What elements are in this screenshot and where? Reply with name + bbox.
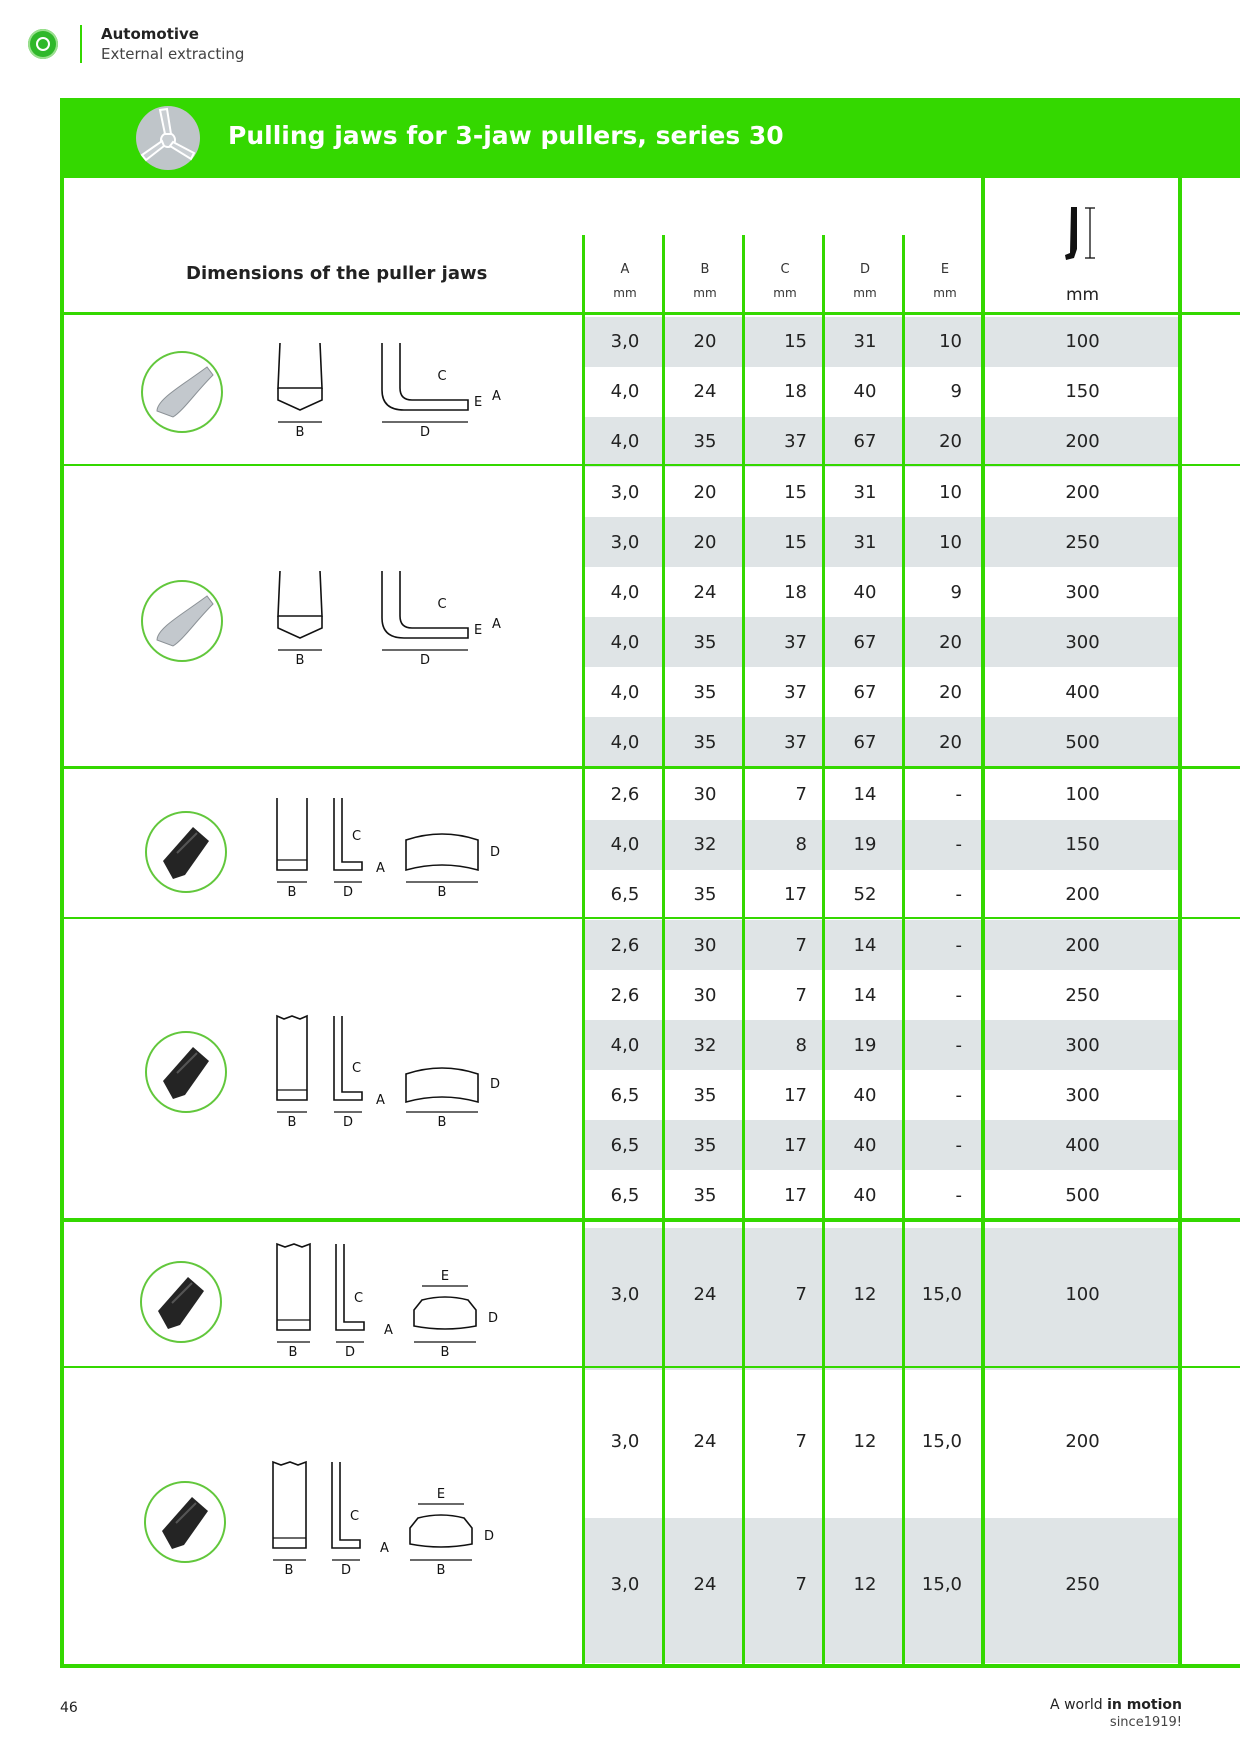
cell-c: 15 (784, 482, 807, 503)
dim-label-a: A (492, 389, 501, 404)
dim-label-b: B (295, 653, 305, 666)
cell-e: - (955, 884, 962, 905)
cell-d: 40 (853, 1185, 877, 1206)
cell-size: 150 (1065, 834, 1100, 855)
cell-b: 20 (693, 482, 717, 503)
cell-e: - (955, 1185, 962, 1206)
cell-b: 24 (693, 1284, 717, 1305)
cell-a: 4,0 (610, 632, 640, 653)
cell-size: 250 (1065, 985, 1100, 1006)
cell-e: 15,0 (921, 1574, 962, 1595)
dim-label-c: C (352, 829, 362, 844)
cell-c: 15 (784, 331, 807, 352)
cell-e: - (955, 1085, 962, 1106)
cell-a: 4,0 (610, 431, 640, 452)
dim-label-e: E (474, 623, 483, 638)
cell-size: 100 (1065, 331, 1100, 352)
tagline-prefix: A world (1050, 1697, 1108, 1713)
cell-a: 4,0 (610, 682, 640, 703)
profile-jaw-thumbnail (145, 811, 227, 893)
since-text: since1919! (1109, 1715, 1182, 1730)
cell-d: 40 (853, 582, 877, 603)
cell-size: 200 (1065, 935, 1100, 956)
col-d-label: D (859, 262, 870, 277)
cell-b: 30 (693, 784, 717, 805)
cell-d: 40 (853, 381, 877, 402)
cell-a: 2,6 (610, 935, 640, 956)
cell-a: 4,0 (610, 732, 640, 753)
col-a-label: A (620, 262, 630, 277)
cell-a: 4,0 (610, 1035, 640, 1056)
cell-b: 35 (693, 431, 717, 452)
cell-a: 3,0 (610, 1284, 640, 1305)
cell-e: 15,0 (921, 1431, 962, 1452)
cell-a: 2,6 (610, 784, 640, 805)
dim-label-a: A (380, 1541, 389, 1556)
cell-e: 10 (939, 331, 962, 352)
cell-size: 300 (1065, 1085, 1100, 1106)
cell-a: 3,0 (610, 532, 640, 553)
col-a-unit: mm (613, 286, 637, 300)
dim-label-d2: D (488, 1311, 499, 1326)
group-line (64, 464, 1240, 466)
cell-d: 19 (853, 834, 877, 855)
cell-e: - (955, 784, 962, 805)
dim-label-a: A (492, 617, 501, 632)
cell-e: 20 (939, 431, 962, 452)
cell-b: 24 (693, 1431, 717, 1452)
cell-c: 17 (784, 1135, 807, 1156)
tagline (1050, 1697, 1182, 1713)
dim-label-d: D (419, 425, 431, 438)
jaw-diagram-segment (272, 1238, 512, 1360)
three-jaw-puller-icon (136, 106, 200, 170)
cell-d: 40 (853, 1085, 877, 1106)
cell-size: 400 (1065, 682, 1100, 703)
cell-c: 8 (795, 1035, 807, 1056)
cell-b: 35 (693, 632, 717, 653)
dim-label-d2: D (490, 845, 501, 860)
cell-d: 12 (853, 1284, 877, 1305)
header-subcategory: External extracting (101, 45, 245, 63)
cell-size: 500 (1065, 732, 1100, 753)
dim-label-b2: B (436, 1563, 446, 1578)
cell-b: 32 (693, 834, 717, 855)
profile-jaw-thumbnail (140, 1261, 222, 1343)
dim-label-a: A (384, 1323, 393, 1338)
jaw-diagram-flat (270, 566, 510, 666)
cell-a: 4,0 (610, 834, 640, 855)
cell-size: 100 (1065, 784, 1100, 805)
cell-size: 300 (1065, 1035, 1100, 1056)
cell-size: 100 (1065, 1284, 1100, 1305)
cell-size: 200 (1065, 482, 1100, 503)
cell-d: 67 (853, 682, 877, 703)
dim-label-b2: B (440, 1345, 450, 1360)
dim-label-c: C (352, 1061, 362, 1076)
cell-c: 7 (795, 1284, 807, 1305)
page-number: 46 (60, 1700, 78, 1716)
dim-label-e: E (440, 1269, 450, 1284)
dim-label-d: D (344, 1345, 356, 1360)
dim-label-e: E (436, 1487, 446, 1502)
cell-e: 20 (939, 632, 962, 653)
dim-label-d2: D (490, 1077, 501, 1092)
group-line (64, 1218, 1240, 1222)
cell-a: 6,5 (610, 1185, 640, 1206)
dim-label-c: C (437, 597, 447, 612)
cell-b: 24 (693, 381, 717, 402)
cell-size: 250 (1065, 532, 1100, 553)
group-line (64, 917, 1240, 919)
cell-c: 37 (784, 431, 807, 452)
cell-size: 500 (1065, 1185, 1100, 1206)
size-unit: mm (1065, 285, 1100, 305)
dim-label-d: D (342, 885, 354, 900)
cell-c: 7 (795, 985, 807, 1006)
cell-d: 12 (853, 1574, 877, 1595)
cell-e: - (955, 834, 962, 855)
cell-a: 6,5 (610, 884, 640, 905)
col-b-unit: mm (693, 286, 717, 300)
cell-a: 6,5 (610, 1085, 640, 1106)
cell-c: 7 (795, 1431, 807, 1452)
dim-label-c: C (350, 1509, 360, 1524)
cell-c: 18 (784, 582, 807, 603)
cell-b: 35 (693, 732, 717, 753)
profile-jaw-thumbnail (144, 1481, 226, 1563)
cell-c: 17 (784, 1085, 807, 1106)
cell-e: 9 (950, 582, 962, 603)
cell-size: 200 (1065, 884, 1100, 905)
dim-label-e: E (474, 395, 483, 410)
dim-label-b2: B (437, 1115, 447, 1130)
cell-d: 67 (853, 632, 877, 653)
cell-b: 35 (693, 1185, 717, 1206)
cell-d: 12 (853, 1431, 877, 1452)
group-line (64, 1366, 1240, 1368)
cell-b: 24 (693, 582, 717, 603)
cell-d: 31 (853, 331, 877, 352)
dim-label-b: B (284, 1563, 294, 1578)
cell-e: - (955, 1035, 962, 1056)
cell-c: 17 (784, 1185, 807, 1206)
page-title: Pulling jaws for 3-jaw pullers, series 30 (228, 121, 784, 150)
cell-size: 200 (1065, 431, 1100, 452)
dim-label-d: D (419, 653, 431, 666)
cell-size: 400 (1065, 1135, 1100, 1156)
group-line (64, 766, 1240, 769)
cell-a: 3,0 (610, 482, 640, 503)
cell-b: 30 (693, 985, 717, 1006)
cell-e: - (955, 1135, 962, 1156)
cell-b: 35 (693, 1135, 717, 1156)
cell-c: 7 (795, 935, 807, 956)
flat-jaw-thumbnail (141, 351, 223, 433)
jaw-diagram-flat (270, 338, 510, 438)
cell-e: 15,0 (921, 1284, 962, 1305)
jaw-diagram-profile (272, 794, 512, 902)
profile-jaw-thumbnail (145, 1031, 227, 1113)
cell-d: 14 (853, 784, 877, 805)
cell-e: 10 (939, 482, 962, 503)
col-d-unit: mm (853, 286, 877, 300)
cell-d: 52 (853, 884, 877, 905)
cell-b: 20 (693, 331, 717, 352)
col-c-label: C (780, 262, 790, 277)
cell-a: 6,5 (610, 1135, 640, 1156)
cell-e: 20 (939, 732, 962, 753)
cell-d: 19 (853, 1035, 877, 1056)
tagline-bold: in motion (1107, 1697, 1182, 1713)
cell-c: 7 (795, 784, 807, 805)
header-row-line (64, 312, 1240, 315)
cell-b: 35 (693, 1085, 717, 1106)
cell-size: 200 (1065, 1431, 1100, 1452)
cell-b: 32 (693, 1035, 717, 1056)
dim-label-b: B (295, 425, 305, 438)
cell-c: 18 (784, 381, 807, 402)
cell-d: 31 (853, 532, 877, 553)
jaw-diagram-segment (268, 1456, 508, 1578)
cell-e: 20 (939, 682, 962, 703)
cell-b: 35 (693, 682, 717, 703)
cell-a: 4,0 (610, 381, 640, 402)
cell-b: 30 (693, 935, 717, 956)
cell-d: 14 (853, 985, 877, 1006)
dim-label-c: C (354, 1291, 364, 1306)
flat-jaw-thumbnail (141, 580, 223, 662)
dim-label-a: A (376, 1093, 385, 1108)
header-separator (80, 25, 82, 63)
dim-label-c: C (437, 369, 447, 384)
cell-size: 150 (1065, 381, 1100, 402)
cell-d: 31 (853, 482, 877, 503)
cell-size: 300 (1065, 582, 1100, 603)
dim-label-b2: B (437, 885, 447, 900)
cell-d: 14 (853, 935, 877, 956)
dim-label-b: B (287, 1115, 297, 1130)
cell-d: 67 (853, 431, 877, 452)
dim-label-a: A (376, 861, 385, 876)
cell-d: 67 (853, 732, 877, 753)
cell-c: 17 (784, 884, 807, 905)
cell-a: 3,0 (610, 1431, 640, 1452)
jaw-diagram-profile (272, 1010, 512, 1130)
cell-d: 40 (853, 1135, 877, 1156)
col-c-unit: mm (773, 286, 797, 300)
cell-e: - (955, 935, 962, 956)
cell-a: 3,0 (610, 331, 640, 352)
cell-c: 37 (784, 732, 807, 753)
cell-a: 2,6 (610, 985, 640, 1006)
header-category: Automotive (101, 25, 199, 43)
dim-label-d2: D (484, 1529, 495, 1544)
dim-label-d: D (340, 1563, 352, 1578)
cell-size: 300 (1065, 632, 1100, 653)
dimensions-title: Dimensions of the puller jaws (186, 263, 488, 284)
col-e-label: E (940, 262, 950, 277)
cell-size: 250 (1065, 1574, 1100, 1595)
col-b-label: B (700, 262, 710, 277)
cell-c: 8 (795, 834, 807, 855)
cell-c: 7 (795, 1574, 807, 1595)
cell-e: 9 (950, 381, 962, 402)
cell-c: 37 (784, 632, 807, 653)
cell-b: 20 (693, 532, 717, 553)
cell-e: - (955, 985, 962, 1006)
col-e-unit: mm (933, 286, 957, 300)
brand-logo (28, 29, 58, 59)
cell-a: 4,0 (610, 582, 640, 603)
dim-label-d: D (342, 1115, 354, 1130)
dim-label-b: B (287, 885, 297, 900)
cell-b: 24 (693, 1574, 717, 1595)
cell-c: 37 (784, 682, 807, 703)
cell-b: 35 (693, 884, 717, 905)
cell-e: 10 (939, 532, 962, 553)
cell-a: 3,0 (610, 1574, 640, 1595)
puller-jaw-size-icon (1060, 205, 1100, 265)
dim-label-b: B (288, 1345, 298, 1360)
cell-c: 15 (784, 532, 807, 553)
